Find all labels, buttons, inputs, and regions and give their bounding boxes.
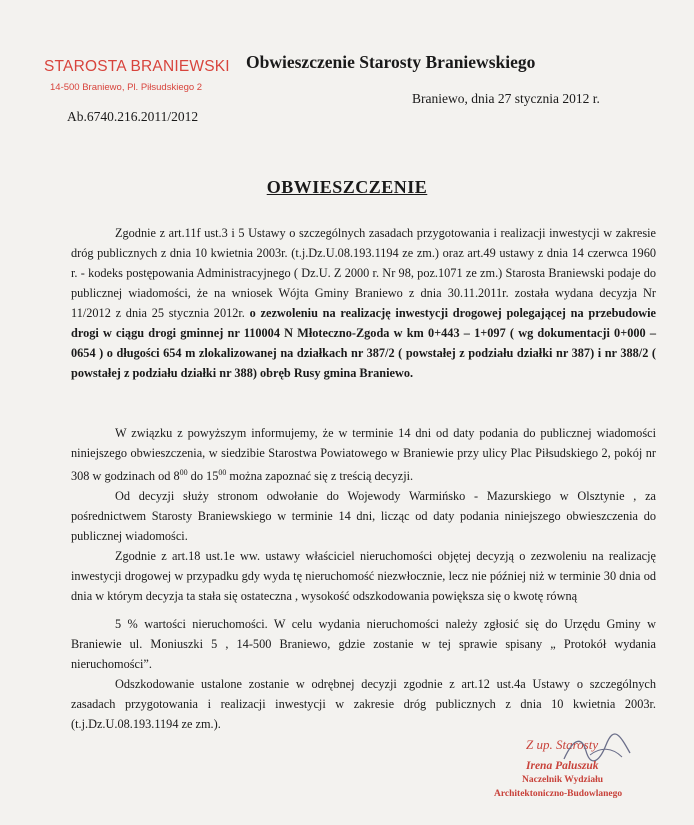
paragraph-property-handover: 5 % wartości nieruchomości. W celu wydania nieruchomości należy zgłosić się do Urzędu Gminy w Braniewie ul. Moniuszki 5 , 14-500 Braniewo, gdzie zostanie w tej sprawie spisany „ Protokół wydania nieruchomości”. (71, 617, 656, 672)
paragraph-appeal: Od decyzji służy stronom odwołanie do Wojewody Warmińsko - Mazurskiego w Olsztynie , za pośrednictwem Starosty Braniewskiego w terminie 14 dni, licząc od daty podania niniejszego obwieszczenia do publicznej wiadomości. (71, 489, 656, 544)
page-title: OBWIESZCZENIE (266, 177, 428, 197)
paragraph-compensation: Zgodnie z art.18 ust.1e ww. ustawy właściciel nieruchomości objętej decyzją o zezwoleniu na realizację inwestycji drogowej w przypadku gdy wyda tę nieruchomość niezwłocznie, lecz nie później niż w terminie 30 dnia od dnia w którym decyzja ta stała się ostateczna , wysokość odszkodowania powiększa się o kwotę równą (71, 549, 656, 604)
stamp-name: STAROSTA BRANIEWSKI (44, 58, 230, 75)
office-stamp (44, 58, 230, 93)
document-header-title: Obwieszczenie Starosty Braniewskiego (246, 52, 536, 72)
stamp-address: 14-500 Braniewo, Pl. Piłsudskiego 2 (50, 82, 203, 93)
paragraph-text: do 15 (187, 469, 219, 484)
paragraph-text: można zapoznać się z treścią decyzji. (226, 469, 414, 484)
document-body (71, 223, 656, 734)
paragraph-legal-basis (71, 223, 656, 383)
date-line: Braniewo, dnia 27 stycznia 2012 r. (412, 91, 600, 106)
signatory-role: Naczelnik Wydziału (522, 775, 604, 785)
paragraph-compensation-decision: Odszkodowanie ustalone zostanie w odrębnej decyzji zgodnie z art.12 ust.4a Ustawy o szczególnych zasadach przygotowania i realizacji inwestycji w zakresie dróg publicznych z dnia 10 kwietnia 2003r. (t.j.Dz.U.08.193.1194 ze zm.). (71, 677, 656, 732)
signature-authorization: Z up. Starosty (526, 737, 599, 752)
signatory-name: Irena Paluszuk (526, 760, 599, 772)
paragraph-bold-text: o zezwoleniu na realizację inwestycji drogowej polegającej na przebudowie drogi w ciągu drogi gminnej nr 110004 N Młoteczno-Zgoda w km 0+443 – 1+097 ( wg dokumentacji 0+000 – 0654 ) o długości 654 m zlokalizowanej na działkach nr 387/2 ( powstałej z podziału działki nr 387) i nr 388/2 ( powstałej z podziału działki nr 388) obręb Rusy gmina Braniewo. (71, 306, 656, 380)
paragraph-text: W związku z powyższym informujemy, że w terminie 14 dni od daty podania do publicznej wiadomości niniejszego obwieszczenia, w siedzibie Starostwa Powiatowego w Braniewie przy ulicy Plac Piłsudskiego 2, pokój nr 308 w godzinach od 8 (71, 426, 656, 484)
superscript: 00 (179, 468, 188, 477)
signatory-department: Architektoniczno-Budowlanego (494, 789, 623, 799)
paragraph-text: Zgodnie z art.11f ust.3 i 5 Ustawy o szczególnych zasadach przygotowania i realizacji inwestycji w zakresie dróg publicznych z dnia 10 kwietnia 2003r. (t.j.Dz.U.08.193.1194 ze zm.) oraz art.49 ustawy z dnia 14 czerwca 1960 r. - kodeks postępowania Administracyjnego ( Dz.U. Z 2000 r. Nr 98, poz.1071 ze zm.) Starosta Braniewski podaje do publicznej wiadomości, że na wniosek Wójta Gminy Braniewo z dnia 30.11.2011r. została wydana decyzja Nr 11/2012 z dnia 25 stycznia 2012r. (71, 226, 656, 320)
paragraph-information (71, 423, 656, 486)
reference-number: Ab.6740.216.2011/2012 (67, 109, 199, 124)
superscript: 00 (218, 468, 227, 477)
